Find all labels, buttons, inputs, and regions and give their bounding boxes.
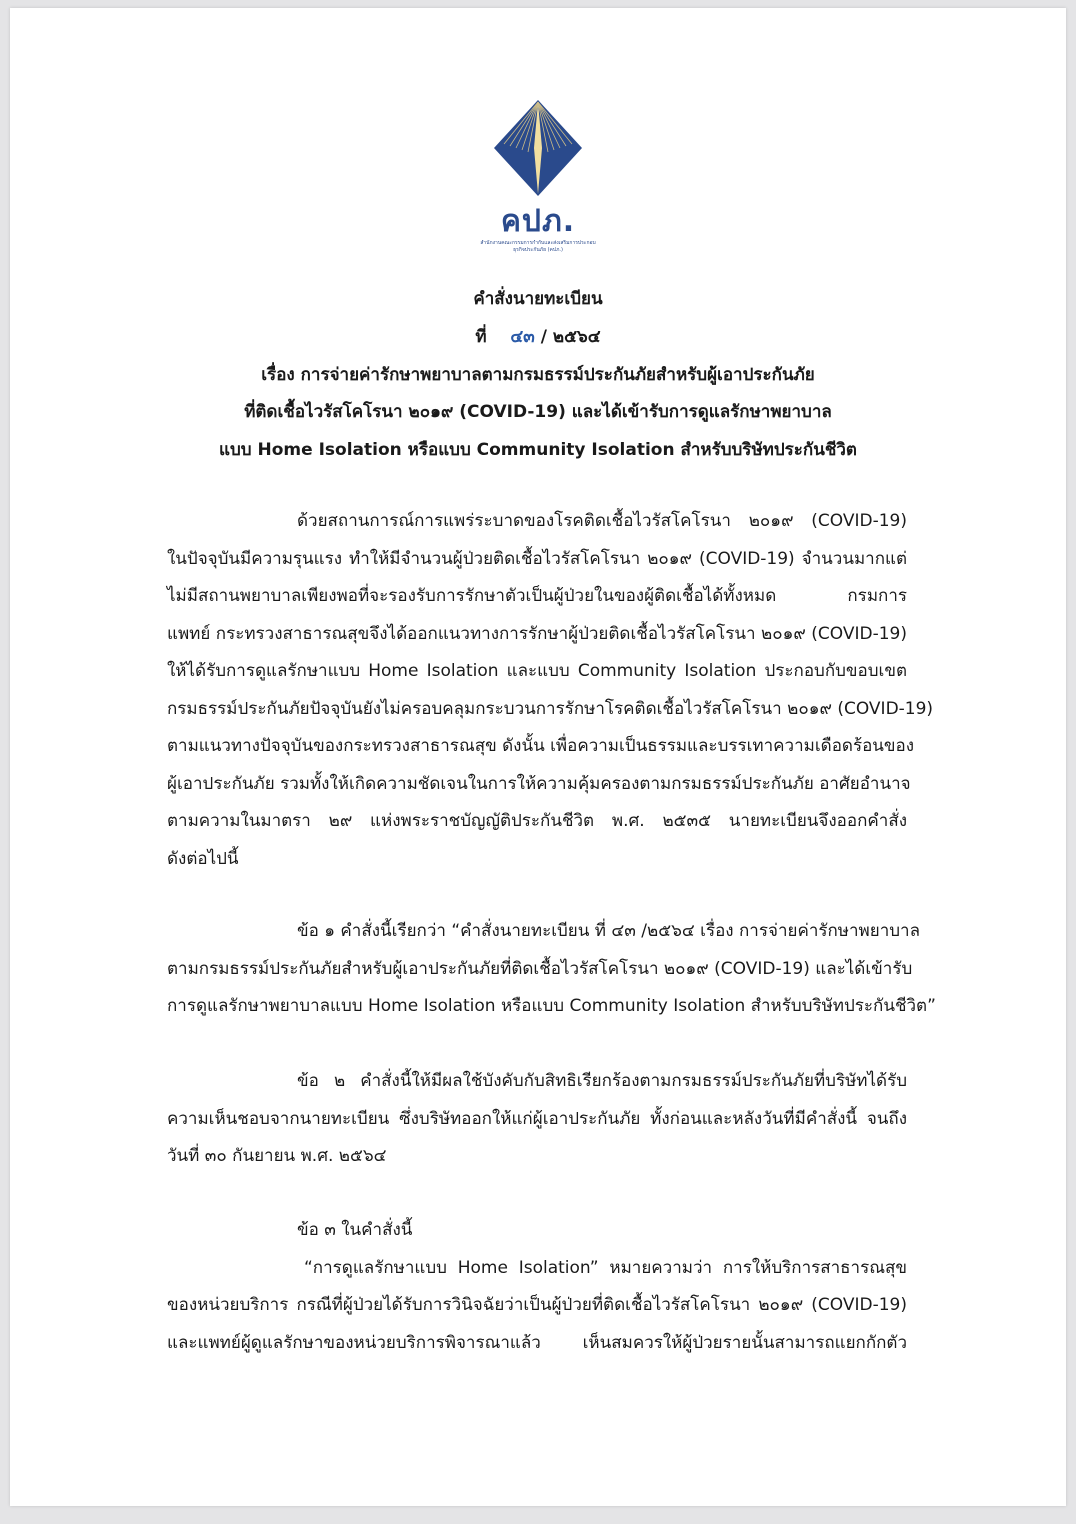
diamond-emblem-icon: [490, 98, 586, 198]
clause-1: [167, 913, 936, 1026]
text-line: “การดูแลรักษาแบบ Home Isolation” หมายความว่า การให้บริการสาธารณสุข: [304, 1257, 907, 1278]
logo-abbreviation: คปภ.: [500, 204, 576, 239]
text-line: ตามกรมธรรม์ประกันภัยสำหรับผู้เอาประกันภัยที่ติดเชื้อไวรัสโคโรนา ๒๐๑๙ (COVID-19) และได้เข้ารับ: [167, 958, 913, 979]
clause-2: [167, 1063, 907, 1176]
document-title: คำสั่งนายทะเบียน: [473, 289, 603, 309]
number-prefix: ที่: [475, 327, 487, 347]
clause-3: [167, 1212, 907, 1362]
number-year: / ๒๕๖๔: [540, 327, 601, 347]
text-line: ของหน่วยบริการ กรณีที่ผู้ป่วยได้รับการวินิจฉัยว่าเป็นผู้ป่วยที่ติดเชื้อไวรัสโคโรนา ๒๐๑๙ (COVID-19): [167, 1295, 907, 1315]
order-number: [0, 323, 1076, 350]
text-line: วันที่ ๓๐ กันยายน พ.ศ. ๒๕๖๔: [167, 1146, 387, 1166]
preamble-paragraph: [167, 503, 934, 878]
text-line: ข้อ ๑ คำสั่งนี้เรียกว่า “คำสั่งนายทะเบียน ที่ ๔๓ /๒๕๖๔ เรื่อง การจ่ายค่ารักษาพยาบาล: [297, 921, 921, 941]
logo-caption: สำนักงานคณะกรรมการกำกับและส่งเสริมการประกอบธุรกิจประกันภัย (คปภ.): [480, 240, 596, 253]
text-line: ข้อ ๒ คำสั่งนี้ให้มีผลใช้บังคับกับสิทธิเรียกร้องตามกรมธรรม์ประกันภัยที่บริษัทได้รับ: [297, 1071, 907, 1091]
number-value: ๔๓: [510, 327, 535, 347]
text-line: ดังต่อไปนี้: [167, 848, 239, 869]
text-line: ตามความในมาตรา ๒๙ แห่งพระราชบัญญัติประกันชีวิต พ.ศ. ๒๕๓๕ นายทะเบียนจึงออกคำสั่ง: [167, 811, 907, 831]
subject-line-3: แบบ Home Isolation หรือแบบ Community Isolation สำหรับบริษัทประกันชีวิต: [219, 440, 857, 460]
subject-line-2: ที่ติดเชื้อไวรัสโคโรนา ๒๐๑๙ (COVID-19) และได้เข้ารับการดูแลรักษาพยาบาล: [244, 402, 832, 422]
clause-3-heading: ข้อ ๓ ในคำสั่งนี้: [297, 1220, 413, 1240]
text-line: ผู้เอาประกันภัย รวมทั้งให้เกิดความชัดเจนในการให้ความคุ้มครองตามกรมธรรม์ประกันภัย อาศัยอำนาจ: [167, 773, 911, 794]
text-line: ความเห็นชอบจากนายทะเบียน ซึ่งบริษัทออกให้แก่ผู้เอาประกันภัย ทั้งก่อนและหลังวันที่มีคำสั่งนี้ จนถึง: [167, 1108, 907, 1129]
text-line: กรมธรรม์ประกันภัยปัจจุบันยังไม่ครอบคลุมกระบวนการรักษาโรคติดเชื้อไวรัสโคโรนา ๒๐๑๙ (COVID-19): [167, 698, 934, 719]
text-line: แพทย์ กระทรวงสาธารณสุขจึงได้ออกแนวทางการรักษาผู้ป่วยติดเชื้อไวรัสโคโรนา ๒๐๑๙ (COVID-19): [167, 623, 907, 644]
subject-line-1: เรื่อง การจ่ายค่ารักษาพยาบาลตามกรมธรรม์ประกันภัยสำหรับผู้เอาประกันภัย: [261, 365, 815, 385]
text-line: ไม่มีสถานพยาบาลเพียงพอที่จะรองรับการรักษาตัวเป็นผู้ป่วยในของผู้ติดเชื้อได้ทั้งหมด กรมการ: [167, 586, 907, 606]
text-line: ด้วยสถานการณ์การแพร่ระบาดของโรคติดเชื้อไวรัสโคโรนา ๒๐๑๙ (COVID-19): [297, 511, 907, 531]
text-line: การดูแลรักษาพยาบาลแบบ Home Isolation หรือแบบ Community Isolation สำหรับบริษัทประกันชีวิต”: [167, 996, 936, 1016]
text-line: ตามแนวทางปัจจุบันของกระทรวงสาธารณสุข ดังนั้น เพื่อความเป็นธรรมและบรรเทาความเดือดร้อนของ: [167, 736, 915, 756]
text-line: ในปัจจุบันมีความรุนแรง ทำให้มีจำนวนผู้ป่วยติดเชื้อไวรัสโคโรนา ๒๐๑๙ (COVID-19) จำนวนมากแต่: [167, 548, 907, 569]
text-line: และแพทย์ผู้ดูแลรักษาของหน่วยบริการพิจารณาแล้ว เห็นสมควรให้ผู้ป่วยรายนั้นสามารถแยกกักตัว: [167, 1332, 907, 1353]
oic-logo: [480, 98, 596, 268]
text-line: ให้ได้รับการดูแลรักษาแบบ Home Isolation และแบบ Community Isolation ประกอบกับขอบเขต: [167, 661, 907, 681]
